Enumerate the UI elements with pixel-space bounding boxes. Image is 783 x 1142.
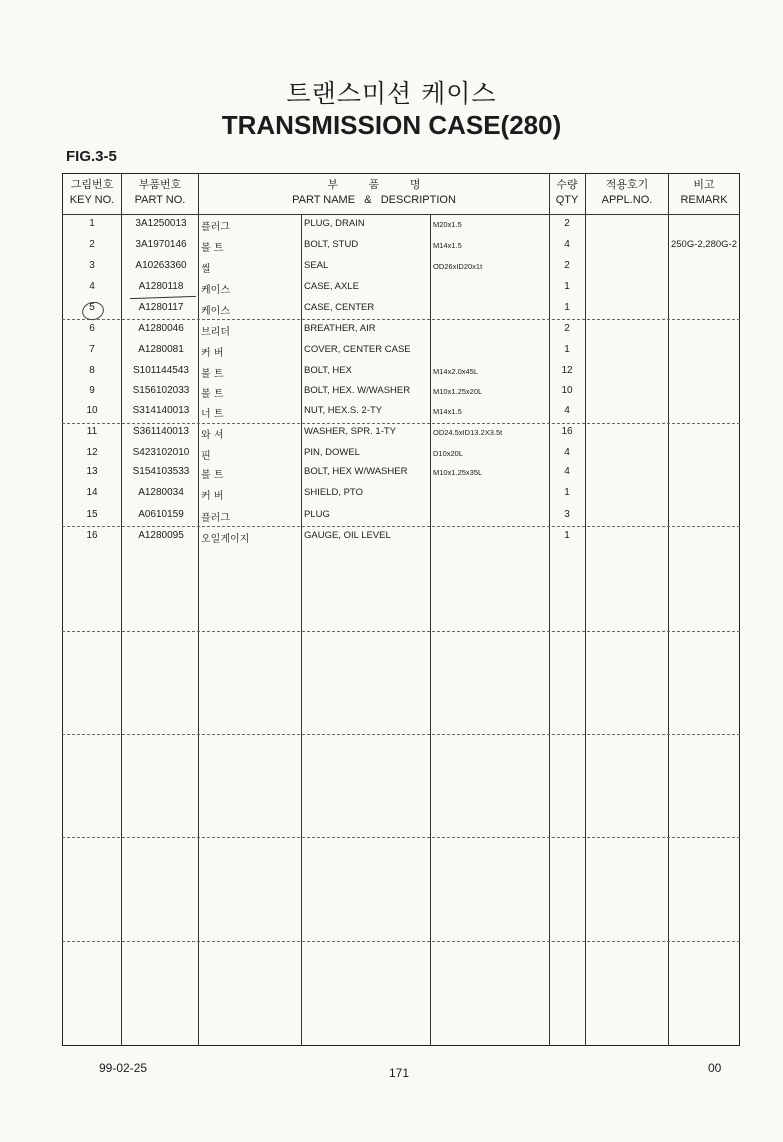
header-remark-kr: 비고 — [693, 179, 715, 191]
row-group-divider — [62, 423, 740, 424]
part-number: A0610159 — [138, 509, 184, 520]
row-group-divider — [62, 631, 740, 632]
part-name-korean: 볼 트 — [201, 470, 224, 481]
part-description: WASHER, SPR. 1-TY — [304, 426, 397, 437]
part-number: S156102033 — [132, 385, 190, 396]
part-name-korean: 플러그 — [201, 513, 230, 524]
part-description: BOLT, HEX. W/WASHER — [304, 385, 411, 396]
key-number: 9 — [89, 385, 95, 396]
key-number: 10 — [86, 405, 98, 416]
key-number: 13 — [86, 466, 98, 477]
key-number: 16 — [86, 530, 98, 541]
part-spec: OD24.5xID13.2X3.5t — [433, 428, 503, 437]
key-number: 5 — [89, 302, 95, 313]
header-remark: REMARK — [680, 194, 728, 206]
key-number: 6 — [89, 323, 95, 334]
part-number: A1280046 — [138, 323, 184, 334]
header-part-kr: 부품번호 — [138, 179, 182, 191]
revision-number: 00 — [708, 1061, 722, 1075]
part-number: 3A1970146 — [135, 239, 187, 250]
row-group-divider — [62, 526, 740, 527]
part-description: NUT, HEX.S. 2-TY — [304, 405, 383, 416]
part-number: A1280117 — [138, 302, 184, 313]
quantity: 12 — [561, 365, 573, 376]
row-group-divider — [62, 319, 740, 320]
key-number: 14 — [86, 487, 98, 498]
part-spec: D10x20L — [433, 449, 464, 458]
part-name-korean: 볼 트 — [201, 389, 224, 400]
quantity: 2 — [564, 218, 570, 229]
row-group-divider — [62, 941, 740, 942]
part-name-korean: 브리더 — [201, 327, 230, 338]
header-part-name: PART NAME & DESCRIPTION — [292, 194, 456, 206]
quantity: 1 — [564, 281, 570, 292]
row-group-divider — [62, 837, 740, 838]
quantity: 3 — [564, 509, 570, 520]
column-divider — [585, 173, 586, 1046]
header-key-kr: 그림번호 — [70, 179, 114, 191]
quantity: 2 — [564, 323, 570, 334]
part-description: COVER, CENTER CASE — [304, 344, 411, 355]
key-number: 7 — [89, 344, 95, 355]
footer-date: 99-02-25 — [99, 1061, 148, 1075]
page-title: TRANSMISSION CASE(280) — [221, 110, 562, 140]
part-description: GAUGE, OIL LEVEL — [304, 530, 391, 541]
header-divider — [62, 214, 740, 215]
part-name-korean: 씰 — [201, 264, 211, 275]
part-spec: M10x1.25x20L — [433, 387, 483, 396]
quantity: 1 — [564, 530, 570, 541]
quantity: 16 — [561, 426, 573, 437]
part-number: S154103533 — [132, 466, 190, 477]
part-number: A1280095 — [138, 530, 184, 541]
quantity: 1 — [564, 302, 570, 313]
header-key-no: KEY NO. — [69, 194, 115, 206]
part-number: S423102010 — [132, 447, 190, 458]
part-description: BOLT, HEX — [304, 365, 352, 376]
quantity: 4 — [564, 447, 570, 458]
key-number: 11 — [86, 426, 98, 437]
page-number: 171 — [389, 1066, 410, 1080]
part-spec: M14x1.5 — [433, 407, 462, 416]
part-spec: M20x1.5 — [433, 220, 462, 229]
part-number: A10263360 — [135, 260, 187, 271]
part-number: S101144543 — [133, 365, 189, 376]
part-name-korean: 커 버 — [201, 348, 224, 359]
key-number: 8 — [89, 365, 95, 376]
part-number: S314140013 — [132, 405, 190, 416]
quantity: 4 — [564, 466, 570, 477]
key-number: 12 — [86, 447, 98, 458]
page-title-korean: 트랜스미션 케이스 — [286, 79, 497, 108]
part-number: 3A1250013 — [135, 218, 187, 229]
part-name-korean: 플러그 — [201, 222, 230, 233]
column-divider — [668, 173, 669, 1046]
header-name-kr: 부 품 명 — [327, 179, 421, 191]
part-number: A1280118 — [138, 281, 184, 292]
key-number: 1 — [89, 218, 95, 229]
header-appl-kr: 적용호기 — [605, 179, 649, 191]
quantity: 2 — [564, 260, 570, 271]
part-name-korean: 너 트 — [201, 409, 224, 420]
figure-label: FIG.3-5 — [66, 148, 117, 165]
part-number: A1280034 — [138, 487, 184, 498]
remark: 250G-2,280G-2 — [670, 239, 737, 250]
quantity: 10 — [561, 385, 573, 396]
part-description: PLUG, DRAIN — [304, 218, 365, 229]
part-number: S361140013 — [133, 426, 189, 437]
part-description: PIN, DOWEL — [304, 447, 360, 458]
part-description: SEAL — [304, 260, 329, 271]
part-name-korean: 와 셔 — [201, 430, 224, 441]
part-name-korean: 오일게이지 — [201, 534, 250, 545]
header-qty-kr: 수량 — [556, 179, 578, 191]
part-description: PLUG — [304, 509, 330, 520]
part-name-korean: 케이스 — [201, 285, 230, 296]
part-description: BOLT, HEX W/WASHER — [304, 466, 408, 477]
quantity: 1 — [564, 487, 570, 498]
part-spec: M10x1.25x35L — [433, 468, 483, 477]
quantity: 4 — [564, 239, 570, 250]
part-name-korean: 커 버 — [201, 491, 224, 502]
part-spec: M14x2.0x45L — [433, 367, 479, 376]
quantity: 4 — [564, 405, 570, 416]
key-number: 3 — [89, 260, 95, 271]
part-description: BREATHER, AIR — [304, 323, 376, 334]
key-number: 4 — [89, 281, 95, 292]
part-description: SHIELD, PTO — [304, 487, 363, 498]
part-name-korean: 볼 트 — [201, 369, 224, 380]
header-qty: QTY — [555, 194, 579, 206]
part-name-korean: 케이스 — [201, 306, 230, 317]
header-part-no: PART NO. — [134, 194, 186, 206]
part-description: BOLT, STUD — [304, 239, 359, 250]
header-appl-no: APPL.NO. — [601, 194, 653, 206]
key-number: 2 — [89, 239, 95, 250]
quantity: 1 — [564, 344, 570, 355]
part-description: CASE, AXLE — [304, 281, 359, 292]
part-name-korean: 핀 — [201, 451, 211, 462]
part-spec: OD26xID20x1t — [433, 262, 483, 271]
row-group-divider — [62, 734, 740, 735]
key-number: 15 — [86, 509, 98, 520]
part-number: A1280081 — [138, 344, 184, 355]
part-name-korean: 볼 트 — [201, 243, 224, 254]
part-description: CASE, CENTER — [304, 302, 375, 313]
part-spec: M14x1.5 — [433, 241, 462, 250]
